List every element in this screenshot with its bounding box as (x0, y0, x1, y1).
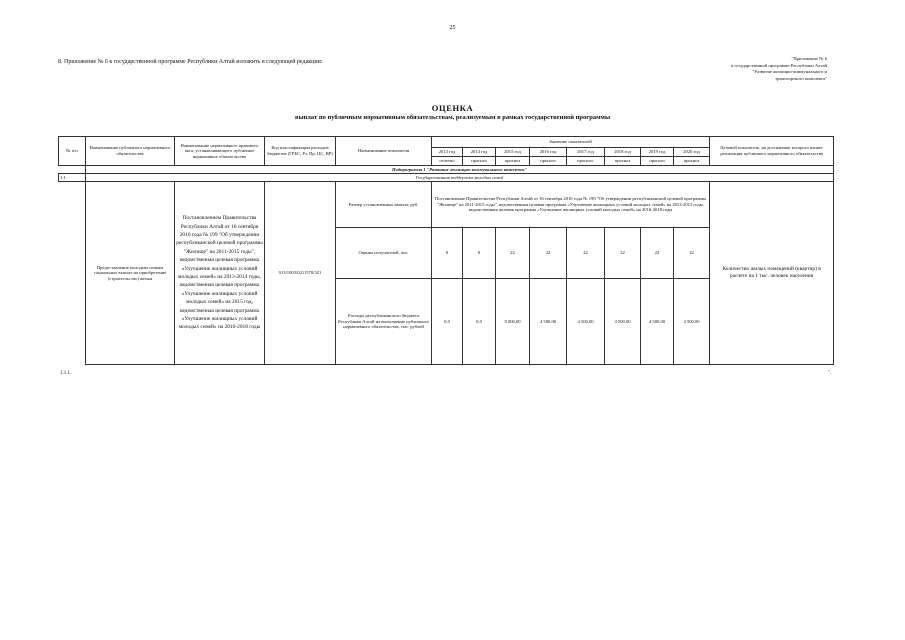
closing-quote: ". (828, 371, 832, 376)
header-kind: прогноз (605, 157, 641, 166)
value-cell: 4 500,00 (605, 279, 641, 365)
header-target: Целевой показатель, на достижение которого влияет реализация публичного нормативного обязательства (710, 137, 834, 166)
item-target: Количество жилых помещений (квартир) в расчете на 1 тыс. человек населения (710, 182, 834, 365)
subprogram-row (59, 166, 834, 174)
header-kind: прогноз (641, 157, 674, 166)
item-act: Постановлением Правительства Республики Алтай от 16 сентября 2010 года № 199 "Об утверждении республиканской целевой программы "Жилище" на 2011-2015 годы", ведомственная целевая программа «Улучшение жилищных условий молодых семей» на 2013-2014 годы, ведомственная целевая программа «Улучшение жилищных условий молодых семей» на 2015 год, ведомственная целевая программа «Улучшение жилищных условий молодых семей» на 2016-2018 годы (175, 182, 265, 365)
item-obligation: Предоставление молодым семьям социальных выплат на приобретение (строительство) жилья (86, 182, 175, 365)
value-cell: 22 (496, 228, 530, 279)
header-kind: отчетно (432, 157, 463, 166)
estimate-table (58, 136, 834, 365)
appendix-line: к государственной программе Республики Алтай (731, 62, 827, 68)
indicator-label: Оценка получателей, чел. (336, 228, 432, 279)
header-year: 2016 год (530, 148, 567, 157)
value-cell: 22 (530, 228, 567, 279)
value-cell: 22 (674, 228, 710, 279)
document-title: ОЦЕНКА (431, 103, 474, 113)
header-year: 2019 год (641, 148, 674, 157)
page-number: 25 (449, 25, 456, 31)
value-cell: 0,0 (463, 279, 496, 365)
item-row-payments (59, 182, 834, 228)
value-cell: 4 500,00 (530, 279, 567, 365)
value-cell: 0,0 (432, 279, 463, 365)
value-cell: 4 500,00 (674, 279, 710, 365)
value-cell: 9 000,00 (496, 279, 530, 365)
header-indicator: Наименование показателя (336, 137, 432, 166)
value-cell: 4 500,00 (567, 279, 605, 365)
header-obligation: Наименование публичного нормативного обязательства (86, 137, 175, 166)
header-year: 2020 год (674, 148, 710, 157)
header-kind: прогноз. (567, 157, 605, 166)
subprogram-label: Подпрограмма 1 "Развитие жилищно-коммунального комплекса" (86, 166, 834, 174)
intro-text: 8. Приложение № 6 к государственной программе Республики Алтай изложить в следующей редакции: (58, 59, 323, 65)
appendix-line: "Развитие жилищно-коммунального и (752, 69, 827, 74)
value-cell: 0 (463, 228, 496, 279)
value-cell: 22 (641, 228, 674, 279)
header-year: 2017 год (567, 148, 605, 157)
value-cell: 4 500,00 (641, 279, 674, 365)
section-label: Государственная поддержка молодых семей (86, 174, 834, 182)
value-cell: 0 (432, 228, 463, 279)
header-values-group: Значение показателей (432, 137, 710, 148)
appendix-line: транспортного комплекса" (775, 75, 827, 81)
value-cell: 22 (605, 228, 641, 279)
header-num: № п/п (59, 137, 86, 166)
header-kind: прогноз (674, 157, 710, 166)
section-num: 1.1. (59, 174, 86, 182)
appendix-note (667, 56, 827, 82)
header-code: Код классификации расходов бюджетов (ГРБС, Рз, Пр, ЦС, ВР) (265, 137, 336, 166)
document-subtitle: выплат по публичным нормативным обязательствам, реализуемым в рамках государственной программы (294, 114, 611, 121)
section-row (59, 174, 834, 182)
header-row-1 (59, 137, 834, 148)
appendix-line: "Приложение № 6 (791, 56, 827, 61)
item-num: 1.1.1. (60, 371, 72, 376)
header-year: 2018 год (605, 148, 641, 157)
header-year: 2014 год (463, 148, 496, 157)
value-cell: 22 (567, 228, 605, 279)
header-year: 2013 год (432, 148, 463, 157)
header-kind: прогноз (496, 157, 530, 166)
header-act: Наименование нормативного правового акта, устанавливающего публичное нормативное обязательство (175, 137, 265, 166)
header-kind: прогноз (463, 157, 496, 166)
indicator-label: Размер установленных выплат, руб. (336, 182, 432, 228)
indicator-label: Расходы республиканского бюджета Республики Алтай на выполнение публичного нормативного обязательства, тыс. рублей (336, 279, 432, 365)
header-kind: прогноз (530, 157, 567, 166)
payments-basis: Постановление Правительства Республики Алтай от 16 сентября 2010 года № 199 "Об утверждении республиканской целевой программы "Жилище" на 2011-2015 годы", ведомственная целевая программа «Улучшение жилищных условий молодых семей» на 2013-2015 годы, ведомственная целевая программа «Улучшение жилищных условий молодых семей» на 2016-2018 годы (432, 182, 710, 228)
item-code: 913/1003/0211570/321 (265, 182, 336, 365)
header-year: 2015 год (496, 148, 530, 157)
